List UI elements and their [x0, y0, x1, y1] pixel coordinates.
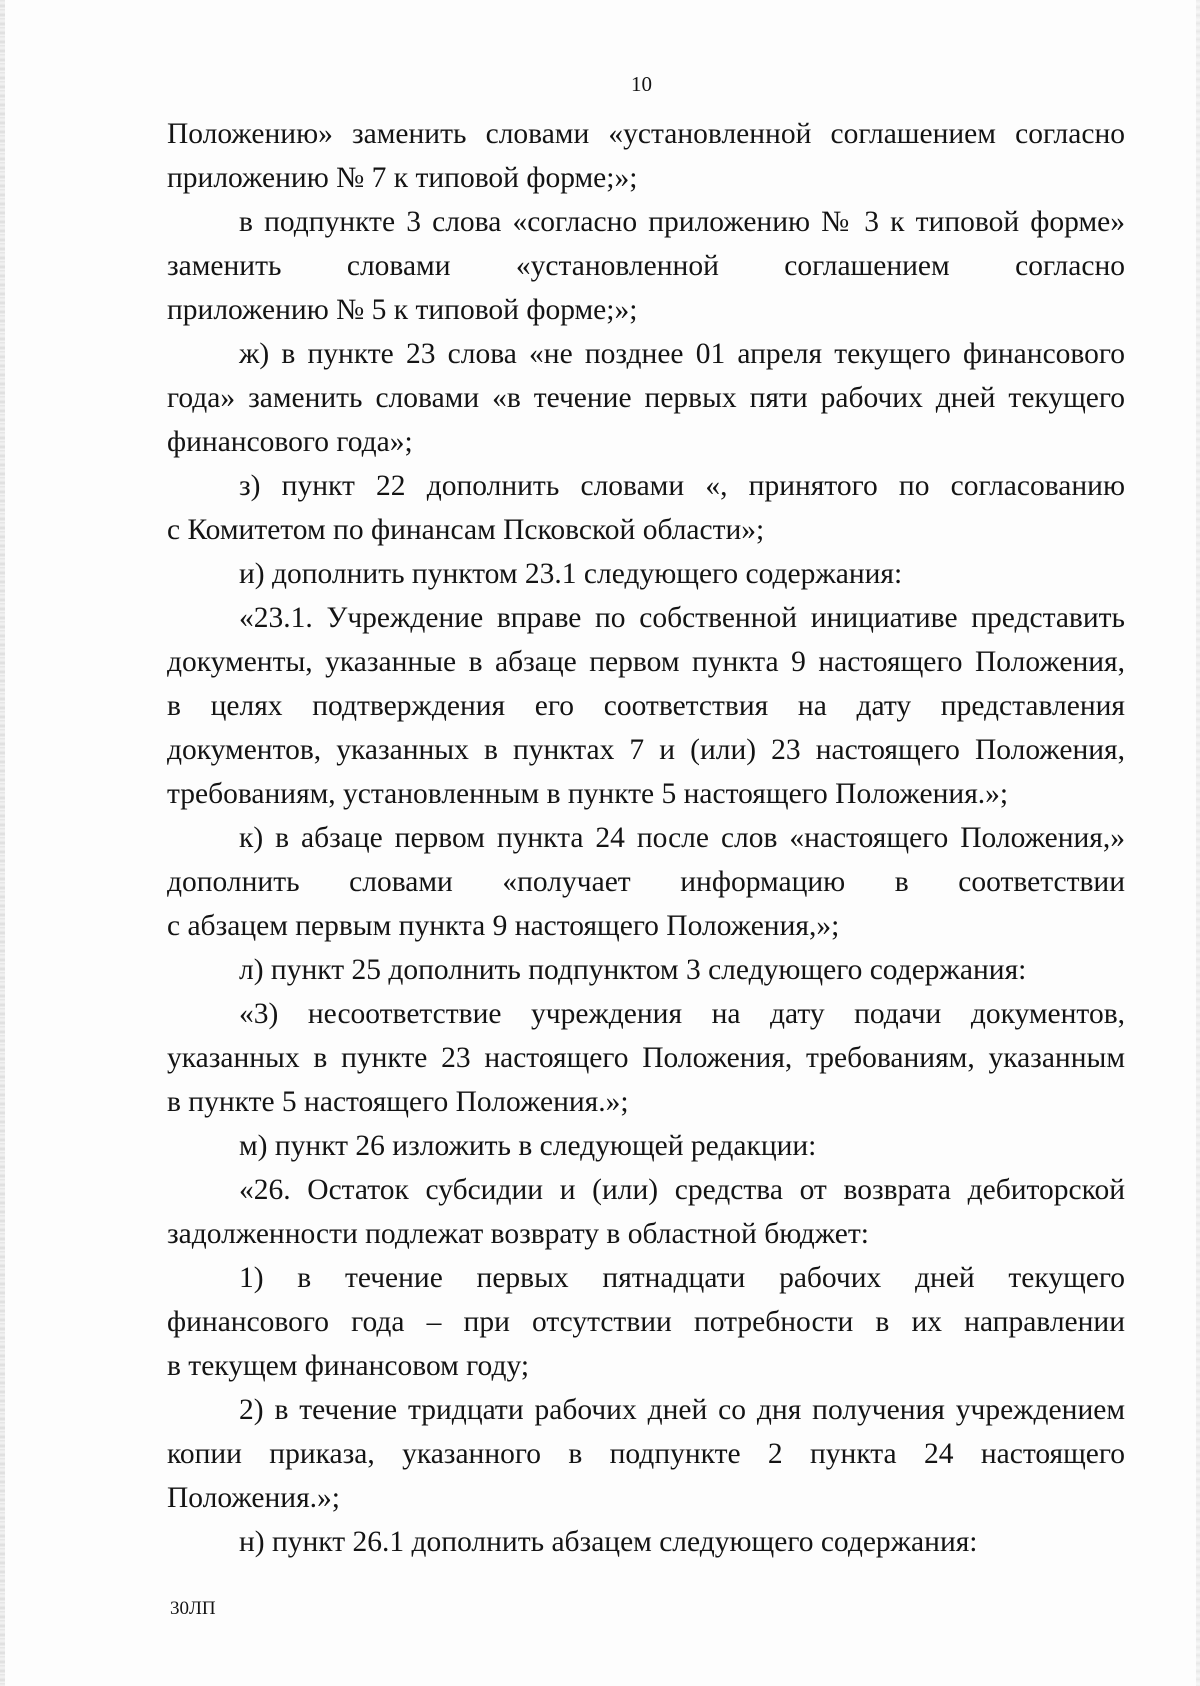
text-line: документы, указанные в абзаце первом пункта 9 настоящего Положения,: [167, 646, 1125, 678]
text-line: в пункте 5 настоящего Положения.»;: [167, 1086, 629, 1118]
text-line: требованиям, установленным в пункте 5 настоящего Положения.»;: [167, 778, 1009, 810]
paragraph: [167, 1388, 1125, 1520]
text-line: указанных в пункте 23 настоящего Положения, требованиям, указанным: [167, 1042, 1125, 1074]
text-line: в текущем финансовом году;: [167, 1350, 530, 1382]
paragraph: [167, 332, 1125, 464]
text-line: Положения.»;: [167, 1482, 340, 1514]
text-line: 1) в течение первых пятнадцати рабочих дней текущего: [239, 1262, 1125, 1294]
text-line: 2) в течение тридцати рабочих дней со дня получения учреждением: [239, 1394, 1125, 1426]
paragraph: [167, 948, 1125, 992]
text-line: ж) в пункте 23 слова «не позднее 01 апреля текущего финансового: [239, 338, 1125, 370]
text-line: документов, указанных в пунктах 7 и (или) 23 настоящего Положения,: [167, 734, 1125, 766]
text-line: финансового года – при отсутствии потребности в их направлении: [167, 1306, 1125, 1338]
text-line: года» заменить словами «в течение первых пяти рабочих дней текущего: [167, 382, 1125, 414]
scan-edge-right: [1196, 0, 1200, 1686]
text-line: м) пункт 26 изложить в следующей редакции:: [239, 1130, 817, 1162]
paragraph: [167, 464, 1125, 552]
text-line: дополнить словами «получает информацию в соответствии: [167, 866, 1125, 898]
paragraph: [167, 1168, 1125, 1256]
text-line: к) в абзаце первом пункта 24 после слов «настоящего Положения,»: [239, 822, 1125, 854]
text-line: «23.1. Учреждение вправе по собственной инициативе представить: [239, 602, 1125, 634]
text-line: приложению № 5 к типовой форме;»;: [167, 294, 638, 326]
footer-code: 30ЛП: [170, 1598, 216, 1619]
paragraph: [167, 596, 1125, 816]
text-line: и) дополнить пунктом 23.1 следующего содержания:: [239, 558, 903, 590]
text-line: с абзацем первым пункта 9 настоящего Положения,»;: [167, 910, 840, 942]
text-line: «3) несоответствие учреждения на дату подачи документов,: [239, 998, 1125, 1030]
text-line: л) пункт 25 дополнить подпунктом 3 следующего содержания:: [239, 954, 1027, 986]
paragraph: [167, 200, 1125, 332]
paragraph: [167, 1256, 1125, 1388]
paragraph: [167, 992, 1125, 1124]
text-line: в целях подтверждения его соответствия на дату представления: [167, 690, 1125, 722]
paragraph: [167, 1124, 1125, 1168]
scan-edge-left: [0, 0, 5, 1686]
text-line: с Комитетом по финансам Псковской области»;: [167, 514, 765, 546]
page-number: 10: [631, 72, 652, 96]
paragraph: [167, 816, 1125, 948]
text-line: н) пункт 26.1 дополнить абзацем следующего содержания:: [239, 1526, 978, 1558]
text-line: в подпункте 3 слова «согласно приложению № 3 к типовой форме»: [239, 206, 1125, 238]
text-line: приложению № 7 к типовой форме;»;: [167, 162, 638, 194]
text-line: Положению» заменить словами «установленной соглашением согласно: [167, 118, 1125, 150]
text-line: финансового года»;: [167, 426, 413, 458]
text-line: з) пункт 22 дополнить словами «, принятого по согласованию: [239, 470, 1125, 502]
text-line: заменить словами «установленной соглашением согласно: [167, 250, 1125, 282]
document-body: [167, 112, 1125, 1564]
paragraph: [167, 112, 1125, 200]
text-line: задолженности подлежат возврату в областной бюджет:: [167, 1218, 869, 1250]
paragraph: [167, 1520, 1125, 1564]
paragraph: [167, 552, 1125, 596]
text-line: копии приказа, указанного в подпункте 2 пункта 24 настоящего: [167, 1438, 1125, 1470]
text-line: «26. Остаток субсидии и (или) средства от возврата дебиторской: [239, 1174, 1125, 1206]
